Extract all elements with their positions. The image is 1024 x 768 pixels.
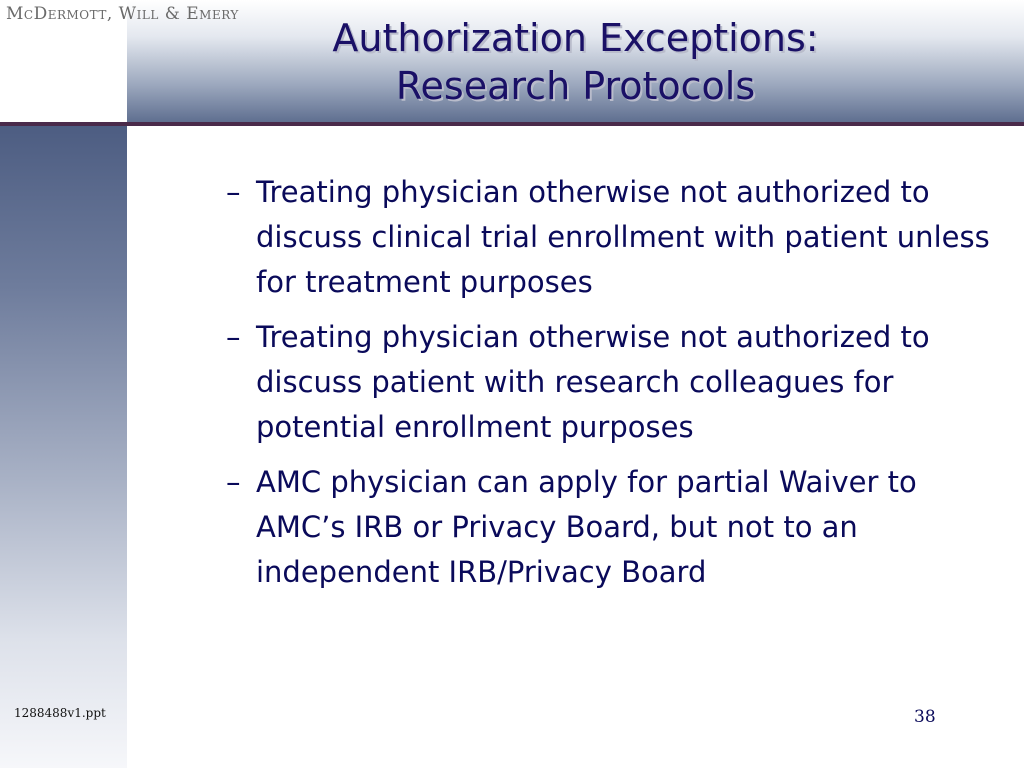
bullet-text: Treating physician otherwise not authorized to discuss patient with research colleagues for potential enrollment purposes [256,320,930,444]
left-gradient-bar [0,126,127,768]
bullet-list [226,170,996,605]
header-divider [0,122,1024,126]
bullet-dash: – [226,465,241,499]
page-number: 38 [914,707,936,727]
bullet-dash: – [226,175,241,209]
footer-file-name: 1288488v1.ppt [14,706,106,720]
slide-title-line-2: Research Protocols [395,64,756,108]
bullet-dash: – [226,320,241,354]
firm-logo: McDermott, Will & Emery [6,4,239,24]
bullet-item [226,460,996,595]
bullet-text: AMC physician can apply for partial Waiver to AMC’s IRB or Privacy Board, but not to an independent IRB/Privacy Board [256,465,917,589]
slide-title-line-1: Authorization Exceptions: [332,16,819,60]
bullet-item [226,170,996,305]
bullet-text: Treating physician otherwise not authorized to discuss clinical trial enrollment with patient unless for treatment purposes [256,175,990,299]
bullet-item [226,315,996,450]
slide-title [127,14,1024,110]
